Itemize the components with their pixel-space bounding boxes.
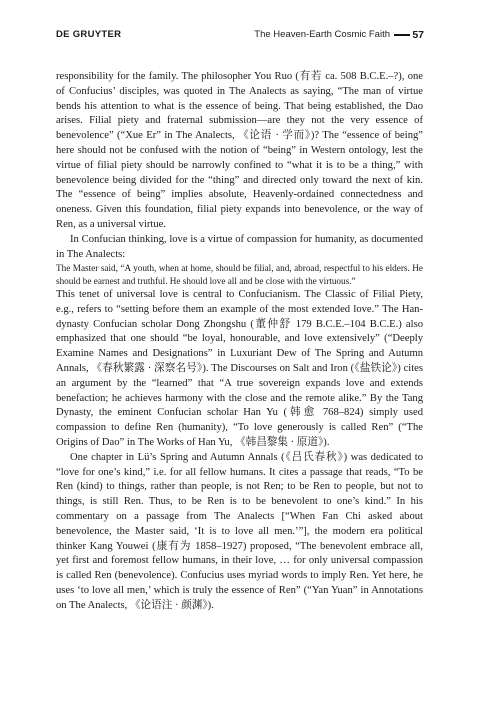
page-number: 57	[412, 29, 424, 41]
paragraph-1: responsibility for the family. The philosopher You Ruo (有若 ca. 508 B.C.E.–?), one of Confucius’ disciples, was quoted in The Analects as saying, “The man of virtue bends his attention to what is the essence of being. That being established, the Dao arises. Filial piety and fraternal submission—are they not the very essence of benevolence” (“Xue Er” in The Analects, 《论语 · 学而》)? The “essence of being” here should not be confused with the notion of “being” in Western ontology, lest the virtue of filial piety should be narrowly confined to “what it is to be a thing,” with benevolence being divided for the “thing” and directed only toward the next of kin. The “essence of being” implies absolute, Heavenly-ordained connectedness and oneness. Given this foundation, filial piety expands into benevolence, or the way of Ren, as a universal virtue.	[56, 71, 423, 230]
body-text	[56, 70, 423, 613]
header-rule	[394, 34, 410, 36]
publisher-name: DE GRUYTER	[56, 29, 122, 40]
paragraph-2: In Confucian thinking, love is a virtue of compassion for humanity, as documented in The Analects:	[56, 233, 423, 260]
paragraph-3: This tenet of universal love is central to Confucianism. The Classic of Filial Piety, e.g., refers to “setting before them an example of the most extended love.” The Han-dynasty Confucian scholar Dong Zhongshu (董仲舒 179 B.C.E.–104 B.C.E.) also emphasized that one should “be loyal, honourable, and love extensively” (“Deeply Examine Names and Designations” in Luxuriant Dew of The Spring and Autumn Annals, 《春秋繁露 · 深察名号》). The Discourses on Salt and Iron (《盐铁论》) cites an argument by the “learned” that “A true sovereign expands love and extends benefaction; he achieves harmony with the close and the remote alike.” By the Tang Dynasty, the eminent Confucian scholar Han Yu (韩愈 768–824) simply used compassion to define Ren (humanity), “To love generously is called Ren” (“The Origins of Dao” in The Works of Han Yu, 《韩昌黎集 · 原道》).	[56, 288, 423, 448]
paragraph-4: One chapter in Lü’s Spring and Autumn Annals (《吕氏春秋》) was dedicated to “love for one’s kind,” i.e. for all fellow humans. It cites a passage that reads, “To be Ren (kind) to things, rather than people, is not Ren; to be Ren to people, but not to things, is still Ren. Thus, to be Ren is to be benevolent to one’s kind.” In his commentary on a passage from The Analects [“When Fan Chi asked about benevolence, the Master said, ‘It is to love all men.’”], the modern era political thinker Kang Youwei (康有为 1858–1927) proposed, “The benevolent embrace all, yet first and foremost fellow humans, in their love, … for only universal compassion is called Ren (benevolence). Confucius uses myriad words to imply Ren. Yet here, he uses ‘to love all men,’ which is truly the essence of Ren” (“Yan Yuan” in Annotations on The Analects, 《论语注 · 颜渊》).	[56, 451, 423, 611]
running-title: The Heaven-Earth Cosmic Faith	[254, 29, 390, 40]
block-quote: The Master said, “A youth, when at home, should be filial, and, abroad, respectful to his elders. He should be earnest and truthful. He should love all and be close with the virtuous.”	[56, 263, 423, 287]
page-header	[56, 28, 424, 44]
